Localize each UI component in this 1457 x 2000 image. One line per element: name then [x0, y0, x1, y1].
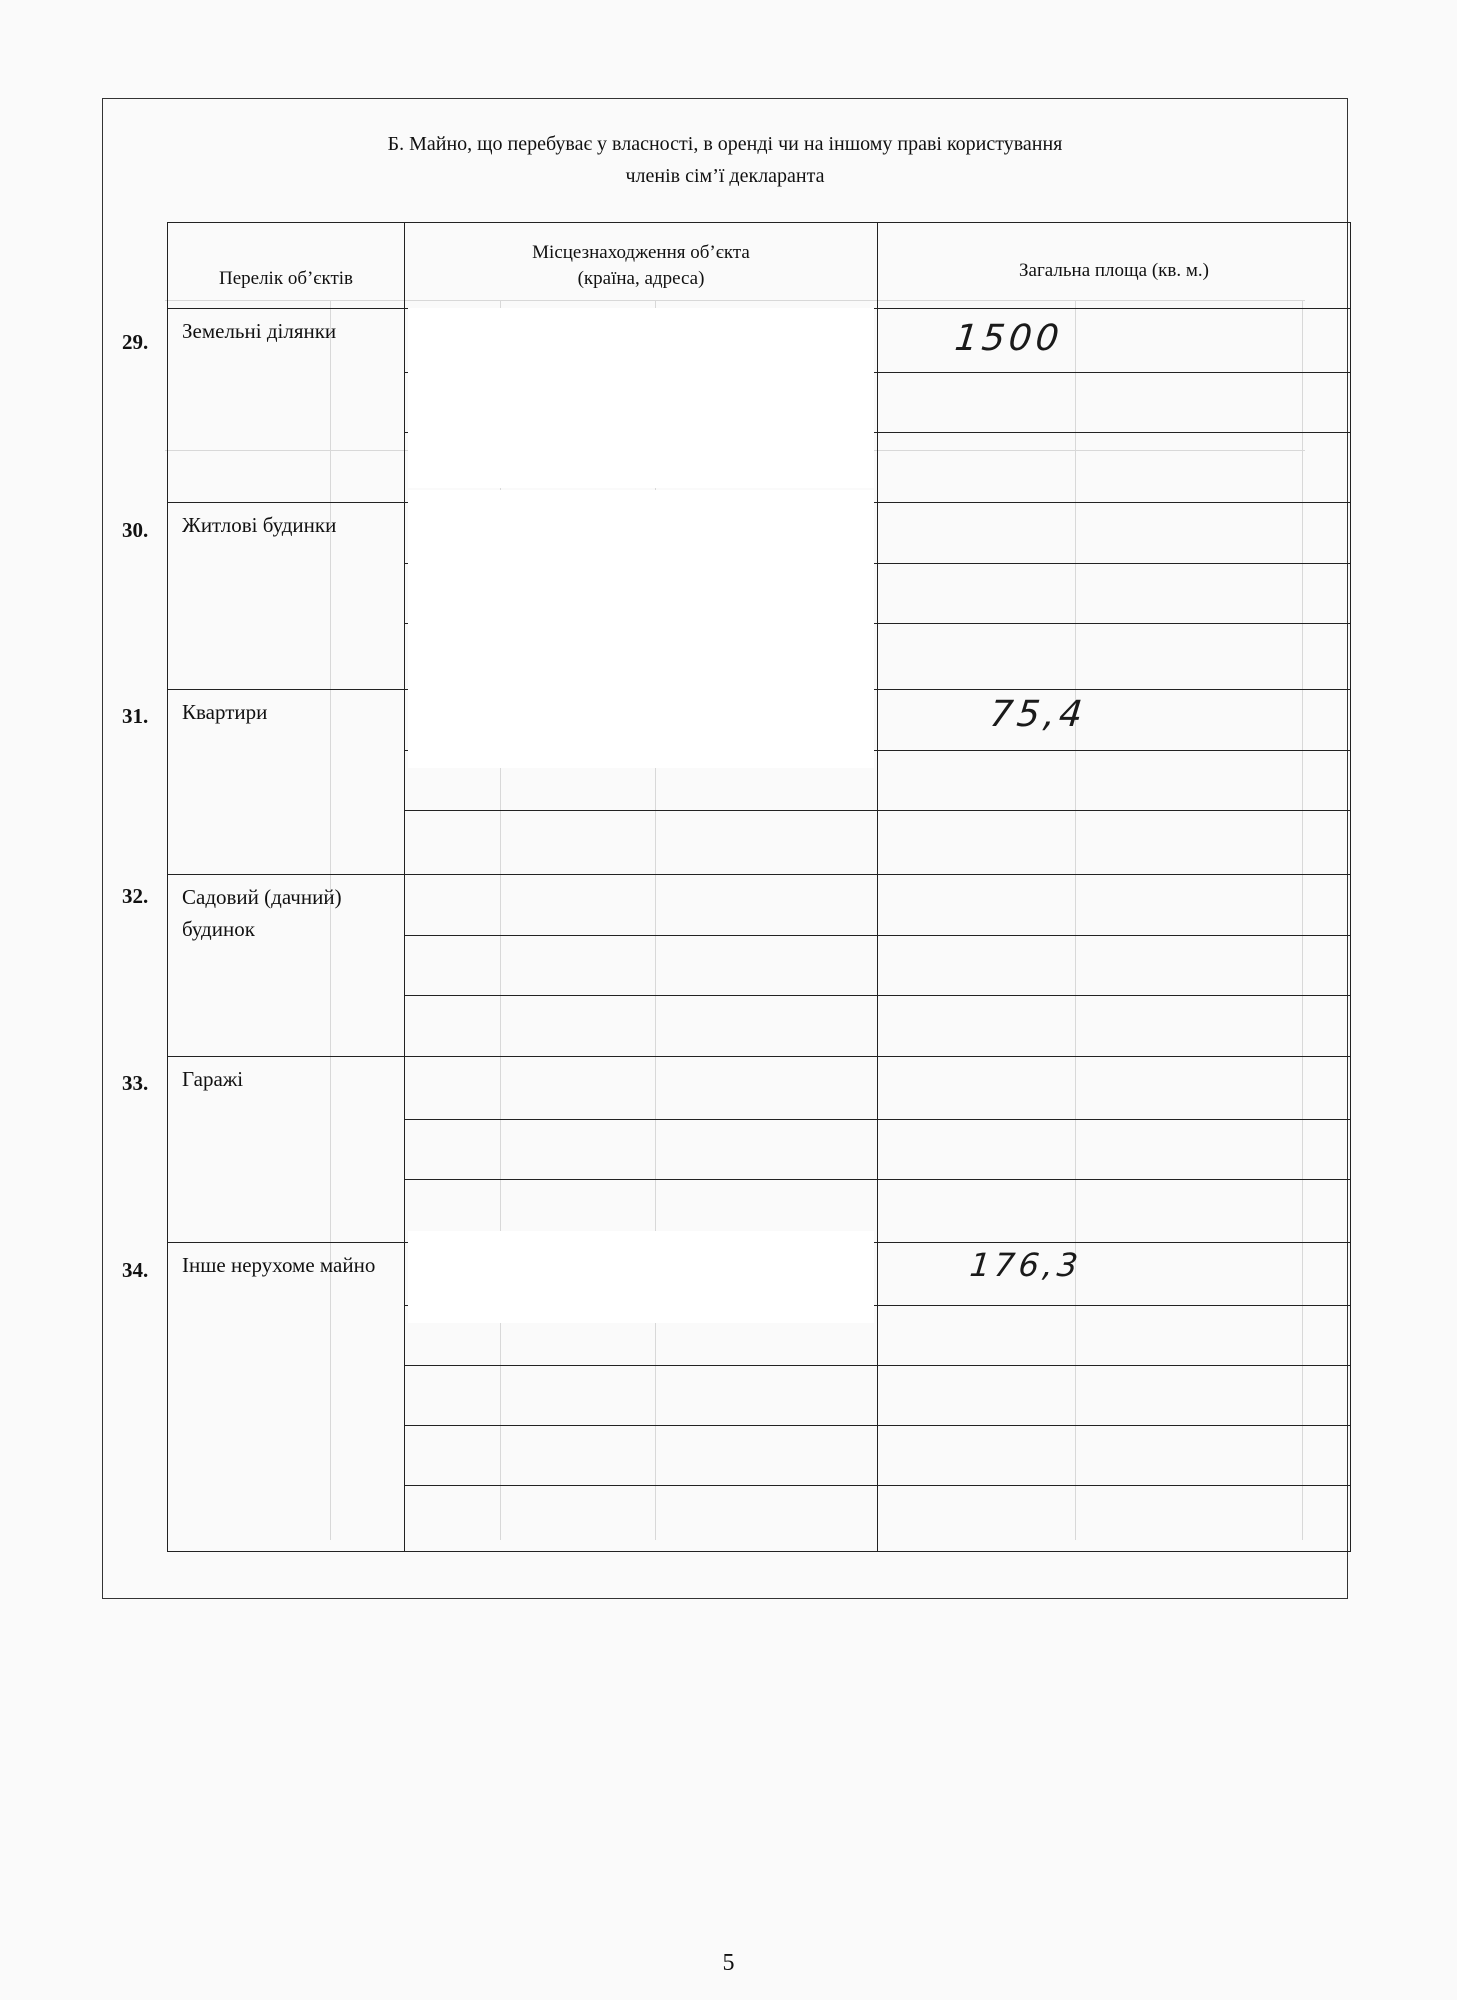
row-number: 31.: [122, 704, 149, 728]
area-cell: [878, 1057, 1351, 1243]
section-title-line1: Б. Майно, що перебуває у власності, в оренді чи на іншому праві користування: [387, 133, 1063, 155]
redaction-block: [408, 308, 874, 488]
header-objects-label: Перелік об’єктів: [218, 267, 353, 289]
handwritten-area-value: 176,3: [968, 1246, 1084, 1284]
category-cell: [168, 309, 405, 503]
section-title: [102, 128, 1348, 192]
header-location-line2: (країна, адреса): [577, 267, 705, 289]
category-cell: [168, 503, 405, 690]
header-area-label: Загальна площа (кв. м.): [1019, 259, 1209, 281]
category-label: Квартири: [182, 700, 268, 724]
header-objects: [168, 223, 405, 309]
category-label: Садовий (дачний) будинок: [182, 885, 342, 941]
handwritten-area-value: 75,4: [987, 694, 1089, 735]
location-cell: [405, 1057, 878, 1243]
row-number: 33.: [122, 1071, 149, 1095]
table-row: [168, 1057, 1351, 1243]
handwritten-area-value: 1500: [952, 318, 1065, 359]
redaction-block: [408, 1231, 874, 1323]
header-location: [405, 223, 878, 309]
category-label: Гаражі: [182, 1067, 244, 1091]
category-label: Земельні ділянки: [182, 319, 337, 343]
row-number: 32.: [122, 884, 149, 908]
header-area: [878, 223, 1351, 309]
page-number: 5: [722, 1950, 735, 1976]
area-cell: [878, 875, 1351, 1057]
row-number: 34.: [122, 1258, 149, 1282]
location-cell: [405, 875, 878, 1057]
table-header-row: [168, 223, 1351, 309]
row-number: 29.: [122, 330, 149, 354]
category-label: Інше нерухоме майно: [182, 1253, 376, 1277]
category-cell: [168, 875, 405, 1057]
area-cell: [878, 690, 1351, 875]
area-cell: [878, 309, 1351, 503]
category-cell: [168, 1057, 405, 1243]
table-row: [168, 875, 1351, 1057]
category-cell: [168, 690, 405, 875]
category-label: Житлові будинки: [182, 513, 337, 537]
header-location-line1: Місцезнаходження об’єкта: [532, 241, 750, 263]
redaction-block: [408, 490, 874, 768]
category-cell: [168, 1243, 405, 1552]
section-title-line2: членів сім’ї декларанта: [625, 165, 825, 187]
area-cell: [878, 1243, 1351, 1552]
row-number: 30.: [122, 518, 149, 542]
area-cell: [878, 503, 1351, 690]
